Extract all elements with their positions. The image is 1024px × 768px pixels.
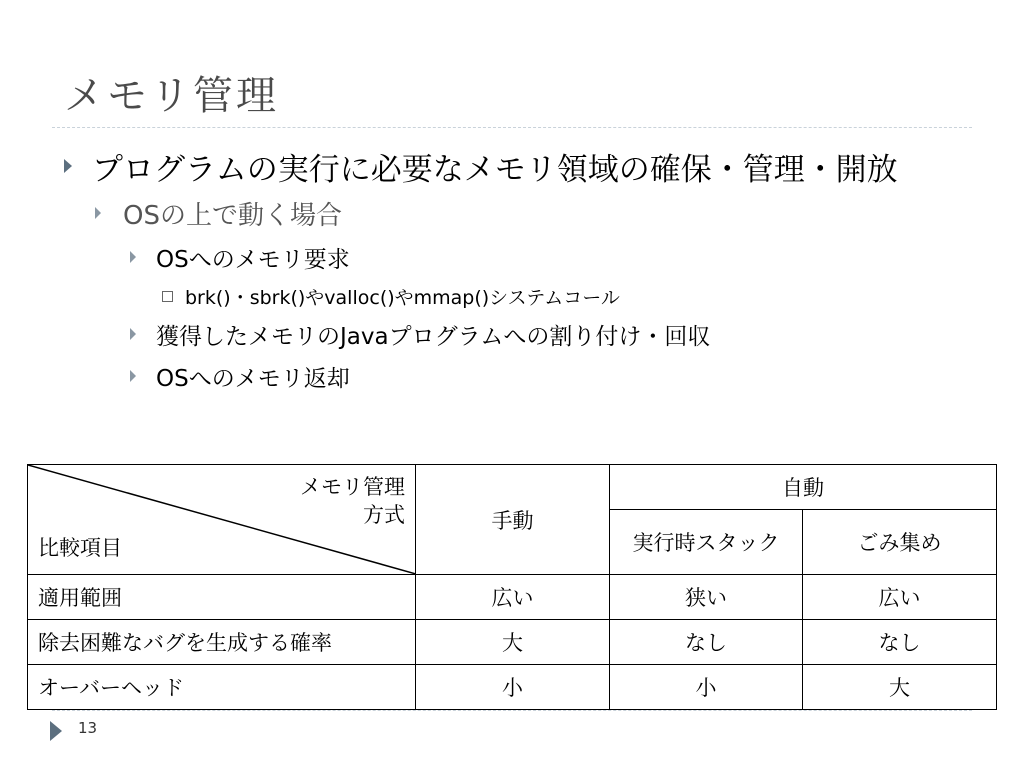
bullet-level3 bbox=[130, 320, 710, 348]
bullet-text: プログラムの実行に必要なメモリ領域の確保・管理・開放 bbox=[92, 151, 898, 188]
bullet-level1 bbox=[64, 146, 898, 186]
page-number: 13 bbox=[78, 719, 98, 737]
cell-manual: 広い bbox=[416, 575, 610, 620]
corner-method-label bbox=[300, 473, 405, 529]
table-row bbox=[28, 620, 997, 665]
footer-divider bbox=[52, 710, 972, 711]
bullet-level3 bbox=[130, 362, 350, 390]
table-corner-cell bbox=[28, 465, 416, 575]
cell-stack: 小 bbox=[610, 665, 803, 710]
cell-stack: 狭い bbox=[610, 575, 803, 620]
table-header-row bbox=[28, 465, 997, 510]
row-label: オーバーヘッド bbox=[28, 665, 416, 710]
cell-stack: なし bbox=[610, 620, 803, 665]
row-label: 除去困難なバグを生成する確率 bbox=[28, 620, 416, 665]
bullet-text: 獲得したメモリのJavaプログラムへの割り付け・回収 bbox=[156, 323, 711, 350]
corner-item-label: 比較項目 bbox=[38, 536, 122, 560]
bullet-triangle-icon bbox=[130, 328, 136, 340]
cell-gc: 広い bbox=[803, 575, 997, 620]
bullet-level2 bbox=[95, 197, 342, 229]
slide-title: メモリ管理 bbox=[64, 73, 279, 119]
cell-gc: 大 bbox=[803, 665, 997, 710]
subheader-stack: 実行時スタック bbox=[610, 510, 803, 575]
bullet-square-icon bbox=[162, 291, 173, 302]
subheader-gc: ごみ集め bbox=[803, 510, 997, 575]
bullet-text: OSへのメモリ返却 bbox=[156, 365, 350, 392]
corner-label-line2: 方式 bbox=[363, 503, 405, 527]
header-auto: 自動 bbox=[610, 465, 997, 510]
title-divider bbox=[52, 127, 972, 128]
cell-manual: 大 bbox=[416, 620, 610, 665]
bullet-triangle-icon bbox=[130, 370, 136, 382]
header-manual: 手動 bbox=[416, 465, 610, 575]
cell-gc: なし bbox=[803, 620, 997, 665]
row-label: 適用範囲 bbox=[28, 575, 416, 620]
comparison-table bbox=[27, 464, 997, 710]
bullet-triangle-icon bbox=[64, 159, 72, 173]
bullet-text: OSへのメモリ要求 bbox=[156, 246, 350, 273]
corner-label-line1: メモリ管理 bbox=[300, 475, 405, 499]
bullet-text: brk()・sbrk()やvalloc()やmmap()システムコール bbox=[185, 286, 620, 309]
bullet-level3 bbox=[130, 243, 350, 271]
bullet-triangle-icon bbox=[95, 207, 101, 219]
bullet-text: OSの上で動く場合 bbox=[123, 200, 342, 231]
bullet-level4 bbox=[162, 284, 620, 308]
footer-triangle-icon bbox=[50, 721, 62, 741]
cell-manual: 小 bbox=[416, 665, 610, 710]
bullet-triangle-icon bbox=[130, 251, 136, 263]
table-row bbox=[28, 665, 997, 710]
table-row bbox=[28, 575, 997, 620]
